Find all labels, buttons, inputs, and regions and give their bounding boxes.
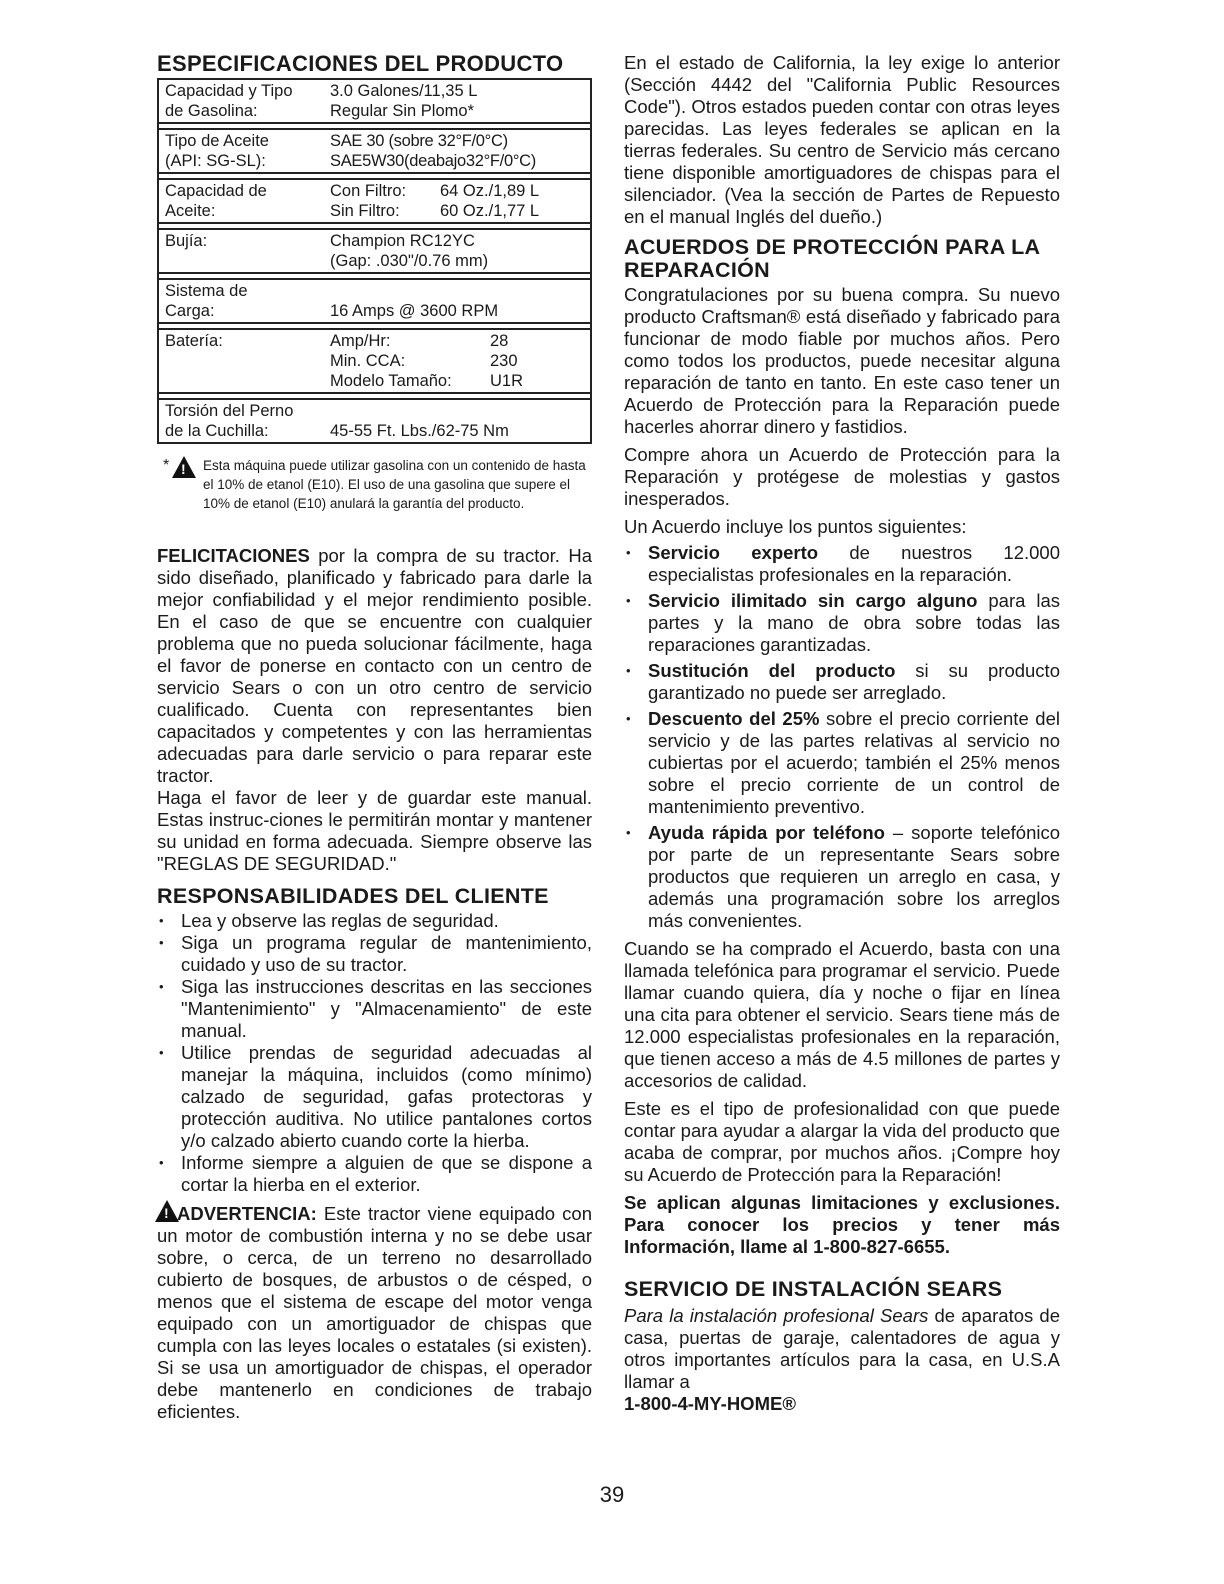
spec-label: Bujía:: [165, 232, 208, 250]
spec-label: (API: SG-SL):: [165, 152, 266, 170]
installation-phone: 1-800-4-MY-HOME®: [624, 1393, 796, 1414]
list-item: • Siga un programa regular de mantenimiento, cuidado y uso de su tractor.: [157, 932, 592, 976]
spec-key: Min. CCA:: [330, 352, 406, 370]
limitations-note: Se aplican algunas limitaciones y exclusiones. Para conocer los precios y tener más Información, llame al 1-800-827-6655.: [624, 1192, 1060, 1257]
spec-value: 45-55 Ft. Lbs./62-75 Nm: [330, 422, 509, 440]
spec-row-oil-capacity: [159, 178, 590, 224]
spec-label: Torsión del Perno: [165, 402, 294, 420]
spec-label: Batería:: [165, 332, 223, 350]
warning-triangle-icon: !: [172, 456, 196, 478]
spec-value: U1R: [490, 372, 524, 390]
spec-value: SAE 30 (sobre 32°F/0°C): [330, 132, 508, 150]
right-column: [624, 52, 1060, 1415]
spec-label: Sistema de: [165, 282, 248, 300]
congrats-text: por la compra de su tractor. Ha sido diseñado, planificado y fabricado para darle la mejor confiabilidad y el mejor rendimiento posible. En el caso de que se encuentre con cualquier problema que no pueda solucionar fácilmente, haga el favor de ponerse en contacto con un centro de servicio Sears o con un otro centro de servicio cualificado. Cuenta con representantes bien capacitados y competentes y con las herramientas adecuadas para darle servicio o para reparar este tractor.: [157, 545, 592, 786]
spec-value: 3.0 Galones/11,35 L: [330, 82, 478, 100]
responsibilities-title: RESPONSABILIDADES DEL CLIENTE: [157, 884, 549, 908]
spec-label: de Gasolina:: [165, 102, 258, 120]
item-text: para las partes y la mano de obra sobre todas las reparaciones garantizadas.: [648, 590, 1060, 655]
ethanol-note: [157, 456, 592, 513]
asterisk: *: [163, 457, 170, 474]
spec-key: Amp/Hr:: [330, 332, 391, 350]
item-bold: Ayuda rápida por teléfono: [648, 822, 885, 843]
list-item: • Lea y observe las reglas de seguridad.: [157, 910, 592, 932]
list-item: • Utilice prendas de seguridad adecuadas al manejar la máquina, incluidos (como mínimo) calzado de seguridad, gafas protectoras y protección auditiva. No utilice pantalones cortos y/o calzado abierto cuando corte la hierba.: [157, 1042, 592, 1152]
spec-key: Sin Filtro:: [330, 202, 400, 220]
spec-value: 230: [490, 352, 518, 370]
spec-label: Carga:: [165, 302, 215, 320]
california-paragraph: En el estado de California, la ley exige lo anterior (Sección 4442 del "California Public Resources Code"). Otros estados pueden contar con otras leyes parecidas. Las leyes federales se aplican en la tierras federales. Su centro de Servicio más cercano tiene disponible amortiguadores de chispas para el silenciador. (Vea la sección de Partes de Repuesto en el manual Inglés del dueño.): [624, 52, 1060, 227]
spec-label: Aceite:: [165, 202, 216, 220]
protection-paragraph: Un Acuerdo incluye los puntos siguientes:: [624, 516, 967, 537]
protection-list: [624, 542, 1060, 932]
spec-label: de la Cuchilla:: [165, 422, 269, 440]
congrats-lead: FELICITACIONES: [157, 545, 310, 566]
spec-value: 60 Oz./1,77 L: [440, 202, 540, 220]
left-column: [157, 52, 592, 1423]
installation-paragraph: [624, 1305, 1060, 1393]
spec-title: ESPECIFICACIONES DEL PRODUCTO: [157, 51, 564, 76]
warning-icon: !: [157, 1202, 177, 1222]
installation-italic: Para la instalación profesional Sears: [624, 1305, 929, 1326]
protection-paragraph: Este es el tipo de profesionalidad con que puede contar para ayudar a alargar la vida del producto que acaba de comprar, por muchos años. ¡Compre hoy su Acuerdo de Protección para la Reparación!: [624, 1098, 1060, 1185]
spec-key: Con Filtro:: [330, 182, 407, 200]
list-item: [624, 822, 1060, 932]
item-text: de nuestros 12.000 especialistas profesionales en la reparación.: [648, 542, 1060, 585]
spec-value: 28: [490, 332, 509, 350]
spec-row-battery: [159, 328, 590, 394]
spec-value: Regular Sin Plomo*: [330, 102, 474, 120]
list-item: [624, 590, 1060, 656]
spec-value: (Gap: .030"/0.76 mm): [330, 252, 489, 270]
spec-value: Champion RC12YC: [330, 232, 475, 250]
spec-row-charging: [159, 278, 590, 324]
spec-row-spark-plug: [159, 228, 590, 274]
spec-table: [157, 78, 592, 444]
page-number: 39: [599, 1482, 625, 1507]
protection-paragraph: Compre ahora un Acuerdo de Protección para la Reparación y protégese de molestias y gastos inesperados.: [624, 444, 1060, 509]
spec-row-oil-type: [159, 128, 590, 174]
spec-value: 64 Oz./1,89 L: [440, 182, 540, 200]
congrats-paragraph: [157, 545, 592, 787]
item-bold: Sustitución del producto: [648, 660, 896, 681]
list-item: [624, 542, 1060, 586]
spec-row-fuel: [159, 78, 590, 124]
protection-paragraph: Congratulaciones por su buena compra. Su nuevo producto Craftsman® está diseñado y fabricado para funcionar de modo fiable por muchos años. Pero como todos los productos, puede necesitar alguna reparación de tanto en tanto. En este caso tener un Acuerdo de Protección para la Reparación puede hacerles ahorrar dinero y fastidios.: [624, 284, 1060, 437]
list-item: • Informe siempre a alguien de que se dispone a cortar la hierba en el exterior.: [157, 1152, 592, 1196]
spec-row-blade-bolt: [159, 398, 590, 444]
spec-label: Capacidad de: [165, 182, 267, 200]
responsibilities-list: [157, 910, 592, 1196]
list-item: [624, 708, 1060, 818]
congrats-paragraph-2: Haga el favor de leer y de guardar este manual. Estas instruc-ciones le permitirán montar y mantener su unidad en forma adecuada. Siempre observe las "REGLAS DE SEGURIDAD.": [157, 787, 592, 874]
installation-title: SERVICIO DE INSTALACIÓN SEARS: [624, 1277, 1003, 1301]
spec-label: Tipo de Aceite: [165, 132, 269, 150]
installation-text: de aparatos de casa, puertas de garaje, calentadores de agua y otros importantes artículos para la casa, en U.S.A llamar a: [624, 1305, 1060, 1392]
spec-value: SAE5W30(deabajo32°F/0°C): [330, 152, 536, 170]
item-bold: Servicio experto: [648, 542, 819, 563]
spec-key: Modelo Tamaño:: [330, 372, 452, 390]
warning-lead: ADVERTENCIA:: [177, 1203, 317, 1224]
spec-value: 16 Amps @ 3600 RPM: [330, 302, 499, 320]
item-text: si su producto garantizado no puede ser arreglado.: [648, 660, 1060, 703]
warning-text: Este tractor viene equipado con un motor de combustión interna y no se debe usar sobre, o cerca, de un terreno no desarrollado cubierto de bosques, de arbustos o de césped, o menos que el sistema de escape del motor venga equipado con un amortiguador de chispas que cumpla con las leyes locales o estatales (si existen). Si se usa un amortiguador de chispas, el operador debe mantenerlo en condiciones de trabajo eficientes.: [157, 1203, 592, 1422]
protection-paragraph: Cuando se ha comprado el Acuerdo, basta con una llamada telefónica para programar el servicio. Puede llamar cuando quiera, día y noche o fijar en línea una cita para obtener el servicio. Sears tiene más de 12.000 especialistas profesionales en la reparación, que tienen acceso a más de 4.5 millones de partes y accesorios de calidad.: [624, 938, 1060, 1091]
item-text: – soporte telefónico por parte de un representante Sears sobre productos que requieren un arreglo en casa, y además una programación sobre los arreglos más convenientes.: [648, 822, 1061, 931]
spec-label: Capacidad y Tipo: [165, 82, 293, 100]
item-text: sobre el precio corriente del servicio y de las partes relativas al servicio no cubiertas por el acuerdo; también el 25% menos sobre el precio corriente de un control de mantenimiento preventivo.: [648, 708, 1060, 817]
warning-paragraph: [157, 1202, 592, 1423]
list-item: • Siga las instrucciones descritas en las secciones "Mantenimiento" y "Almacenamiento" de este manual.: [157, 976, 592, 1042]
item-bold: Servicio ilimitado sin cargo alguno: [648, 590, 978, 611]
ethanol-note-text: Esta máquina puede utilizar gasolina con un contenido de hasta el 10% de etanol (E10). El uso de una gasolina que supere el 10% de etanol (E10) anulará la garantía del producto.: [203, 458, 586, 511]
list-item: [624, 660, 1060, 704]
protection-title: ACUERDOS DE PROTECCIÓN PARA LA REPARACIÓN: [624, 235, 1040, 282]
item-bold: Descuento del 25%: [648, 708, 820, 729]
